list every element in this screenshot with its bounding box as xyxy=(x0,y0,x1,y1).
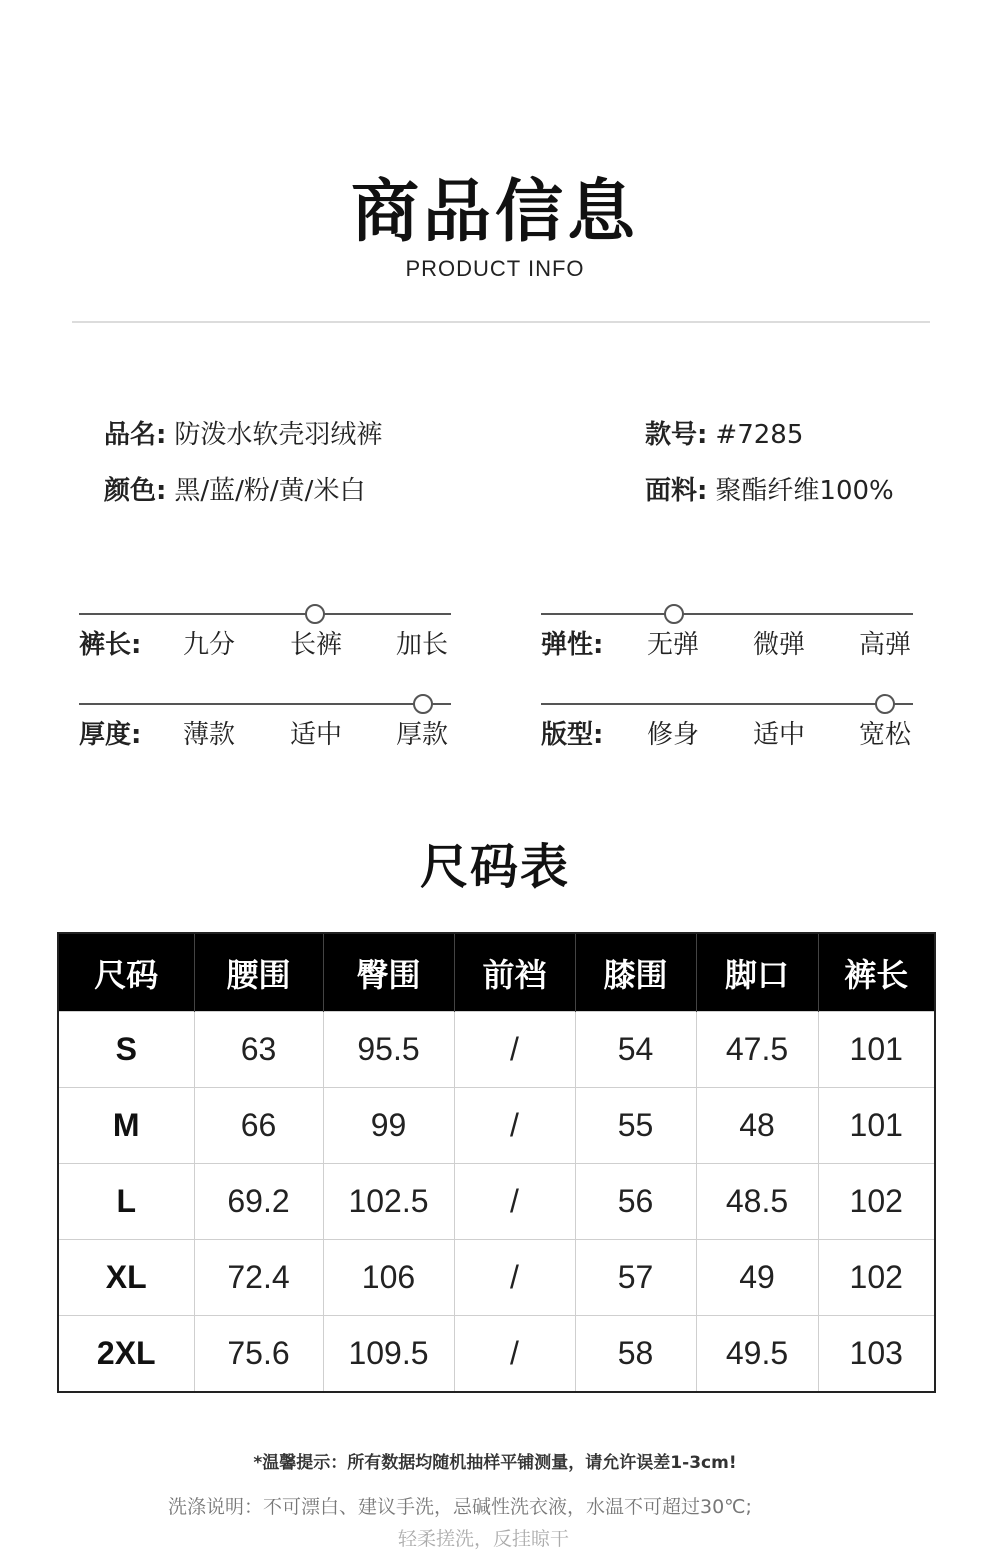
table-cell: 69.2 xyxy=(194,1164,323,1240)
table-cell: 66 xyxy=(194,1088,323,1164)
care-instructions-cont: 轻柔搓洗，反挂晾干 xyxy=(398,1528,570,1550)
scale-option: 无弹 xyxy=(646,630,700,660)
table-cell: L xyxy=(58,1164,194,1240)
scale-option: 薄款 xyxy=(182,720,236,750)
table-cell: 95.5 xyxy=(323,1012,454,1088)
scale-fit xyxy=(541,694,913,754)
size-chart-title: 尺码表 xyxy=(419,839,570,895)
table-cell: / xyxy=(454,1088,575,1164)
info-style-value: #7285 xyxy=(715,420,804,450)
table-cell: / xyxy=(454,1012,575,1088)
table-row xyxy=(58,1012,935,1088)
table-cell: 54 xyxy=(575,1012,696,1088)
table-cell: 72.4 xyxy=(194,1240,323,1316)
table-header-row xyxy=(58,933,935,1012)
scale-option: 九分 xyxy=(182,630,236,660)
table-cell: 102.5 xyxy=(323,1164,454,1240)
info-color-label: 颜色: xyxy=(104,476,167,506)
column-header: 腰围 xyxy=(194,933,323,1012)
table-cell: 101 xyxy=(818,1088,935,1164)
scale-option: 长裤 xyxy=(289,630,343,660)
info-name xyxy=(104,414,382,451)
table-cell: 49.5 xyxy=(696,1316,818,1393)
info-color xyxy=(104,470,365,507)
scale-option: 适中 xyxy=(289,720,343,750)
care-instructions: 洗涤说明：不可漂白、建议手洗，忌碱性洗衣液，水温不可超过30℃; xyxy=(168,1496,752,1518)
table-cell: 57 xyxy=(575,1240,696,1316)
info-color-value: 黑/蓝/粉/黄/米白 xyxy=(174,476,366,506)
table-cell: M xyxy=(58,1088,194,1164)
scale-option: 加长 xyxy=(395,630,449,660)
scale-length xyxy=(79,604,451,664)
scale-label: 弹性: xyxy=(541,630,604,660)
scale-option: 宽松 xyxy=(858,720,912,750)
table-cell: 102 xyxy=(818,1240,935,1316)
table-cell: 58 xyxy=(575,1316,696,1393)
scale-track xyxy=(541,703,913,705)
table-cell: XL xyxy=(58,1240,194,1316)
info-name-label: 品名: xyxy=(104,420,167,450)
scale-elasticity xyxy=(541,604,913,664)
table-cell: 47.5 xyxy=(696,1012,818,1088)
scale-option: 高弹 xyxy=(858,630,912,660)
table-row xyxy=(58,1088,935,1164)
table-cell: 102 xyxy=(818,1164,935,1240)
table-cell: 109.5 xyxy=(323,1316,454,1393)
table-cell: 49 xyxy=(696,1240,818,1316)
page-title: 商品信息 xyxy=(350,173,639,252)
scale-track xyxy=(541,613,913,615)
info-style xyxy=(645,414,803,451)
scale-label: 裤长: xyxy=(79,630,142,660)
measurement-note: *温馨提示：所有数据均随机抽样平铺测量，请允许误差1-3cm! xyxy=(253,1453,737,1473)
scale-knob xyxy=(305,604,325,624)
info-style-label: 款号: xyxy=(645,420,708,450)
column-header: 前裆 xyxy=(454,933,575,1012)
table-cell: 75.6 xyxy=(194,1316,323,1393)
divider xyxy=(72,321,930,323)
size-chart-table xyxy=(57,932,936,1393)
page-subtitle: PRODUCT INFO xyxy=(405,256,585,281)
scale-option: 修身 xyxy=(646,720,700,750)
column-header: 膝围 xyxy=(575,933,696,1012)
table-row xyxy=(58,1316,935,1393)
scale-track xyxy=(79,613,451,615)
column-header: 裤长 xyxy=(818,933,935,1012)
table-cell: 99 xyxy=(323,1088,454,1164)
info-name-value: 防泼水软壳羽绒裤 xyxy=(174,420,383,450)
table-row xyxy=(58,1240,935,1316)
scale-option: 厚款 xyxy=(395,720,449,750)
table-cell: 2XL xyxy=(58,1316,194,1393)
scale-knob xyxy=(413,694,433,714)
column-header: 臀围 xyxy=(323,933,454,1012)
scale-label: 厚度: xyxy=(79,720,142,750)
scale-option: 微弹 xyxy=(752,630,806,660)
table-cell: 48 xyxy=(696,1088,818,1164)
scale-option: 适中 xyxy=(752,720,806,750)
scale-knob xyxy=(875,694,895,714)
table-row xyxy=(58,1164,935,1240)
table-cell: 55 xyxy=(575,1088,696,1164)
scale-track xyxy=(79,703,451,705)
table-cell: 63 xyxy=(194,1012,323,1088)
table-cell: / xyxy=(454,1164,575,1240)
scale-thickness xyxy=(79,694,451,754)
column-header: 脚口 xyxy=(696,933,818,1012)
table-cell: 103 xyxy=(818,1316,935,1393)
table-cell: 56 xyxy=(575,1164,696,1240)
scale-knob xyxy=(664,604,684,624)
table-cell: 48.5 xyxy=(696,1164,818,1240)
table-cell: / xyxy=(454,1316,575,1393)
scale-label: 版型: xyxy=(541,720,604,750)
table-cell: / xyxy=(454,1240,575,1316)
table-cell: 101 xyxy=(818,1012,935,1088)
info-fabric xyxy=(645,470,894,507)
table-cell: S xyxy=(58,1012,194,1088)
column-header: 尺码 xyxy=(58,933,194,1012)
table-cell: 106 xyxy=(323,1240,454,1316)
info-fabric-label: 面料: xyxy=(645,476,708,506)
info-fabric-value: 聚酯纤维100% xyxy=(715,476,894,506)
